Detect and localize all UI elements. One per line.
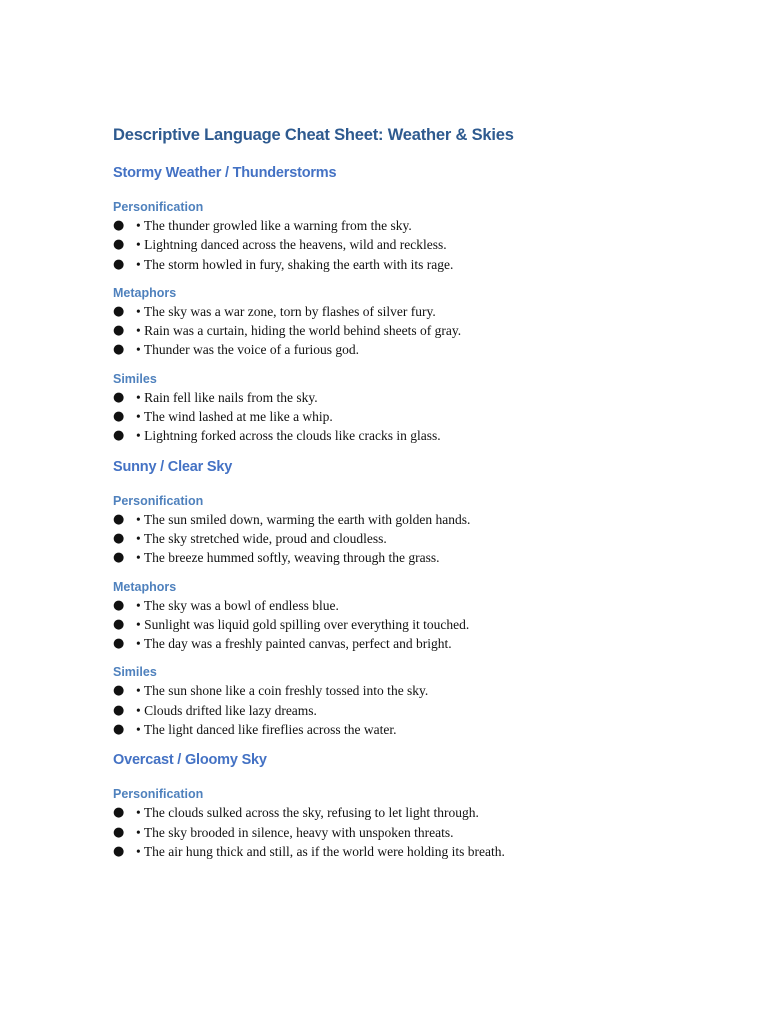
list-item-text: • The day was a freshly painted canvas, perfect and bright.: [136, 636, 452, 652]
group-label: Metaphors: [113, 579, 177, 594]
section-sunny: [113, 457, 708, 740]
list-item: [113, 803, 708, 822]
bullet-icon: ●: [113, 511, 125, 527]
group-label: Metaphors: [113, 285, 177, 300]
bullet-icon: ●: [113, 237, 125, 253]
group-label: Personification: [113, 787, 204, 802]
list-item: [113, 216, 708, 235]
list-item: [113, 529, 708, 548]
list-item-text: • Lightning danced across the heavens, wild and reckless.: [136, 237, 447, 253]
group-personification: [113, 786, 708, 861]
bullet-list: [113, 681, 708, 739]
bullet-icon: ●: [113, 702, 125, 718]
bullet-list: [113, 510, 708, 568]
bullet-list: [113, 302, 708, 360]
bullet-icon: ●: [113, 256, 125, 272]
section-stormy: [113, 163, 708, 446]
bullet-icon: ●: [113, 550, 125, 566]
list-item: [113, 596, 708, 615]
group-label: Similes: [113, 371, 157, 386]
list-item: [113, 634, 708, 653]
list-item-text: • The sky stretched wide, proud and cloudless.: [136, 530, 387, 546]
bullet-list: [113, 216, 708, 274]
list-item-text: • The clouds sulked across the sky, refusing to let light through.: [136, 805, 479, 821]
list-item: [113, 255, 708, 274]
list-item-text: • The light danced like fireflies across the water.: [136, 722, 397, 738]
list-item-text: • Rain was a curtain, hiding the world behind sheets of gray.: [136, 323, 462, 339]
list-item-text: • The sky was a bowl of endless blue.: [136, 597, 339, 613]
list-item: [113, 321, 708, 340]
bullet-icon: ●: [113, 409, 125, 425]
list-item-text: • Sunlight was liquid gold spilling over everything it touched.: [136, 616, 470, 632]
list-item-text: • The breeze hummed softly, weaving through the grass.: [136, 550, 440, 566]
section-heading: Stormy Weather / Thunderstorms: [113, 165, 337, 181]
section-heading: Sunny / Clear Sky: [113, 458, 233, 475]
group-metaphors: [113, 285, 708, 360]
bullet-icon: ●: [113, 323, 125, 339]
document-title: Descriptive Language Cheat Sheet: Weather & Skies: [113, 126, 514, 144]
list-item: [113, 842, 708, 861]
bullet-list: [113, 388, 708, 446]
list-item-text: • Lightning forked across the clouds like cracks in glass.: [136, 428, 441, 444]
list-item: [113, 615, 708, 634]
list-item-text: • The storm howled in fury, shaking the earth with its rage.: [136, 256, 454, 272]
bullet-list: [113, 596, 708, 654]
list-item-text: • The thunder growled like a warning from the sky.: [136, 218, 412, 233]
bullet-icon: ●: [113, 722, 125, 738]
bullet-icon: ●: [113, 342, 125, 358]
group-personification: [113, 199, 708, 274]
bullet-icon: ●: [113, 616, 125, 632]
list-item-text: • The sky was a war zone, torn by flashes of silver fury.: [136, 303, 436, 319]
list-item: [113, 407, 708, 426]
bullet-list: [113, 803, 708, 861]
list-item: [113, 701, 708, 720]
section-heading: Overcast / Gloomy Sky: [113, 752, 267, 769]
list-item: [113, 548, 708, 567]
list-item: [113, 426, 708, 445]
bullet-icon: ●: [113, 683, 125, 699]
group-personification: [113, 493, 708, 568]
list-item: [113, 388, 708, 407]
bullet-icon: ●: [113, 389, 125, 405]
group-metaphors: [113, 579, 708, 654]
bullet-icon: ●: [113, 824, 125, 840]
list-item-text: • The sky brooded in silence, heavy with unspoken threats.: [136, 824, 454, 840]
bullet-icon: ●: [113, 530, 125, 546]
bullet-icon: ●: [113, 597, 125, 613]
group-label: Personification: [113, 200, 204, 214]
list-item-text: • Thunder was the voice of a furious god.: [136, 342, 360, 358]
bullet-icon: ●: [113, 218, 125, 233]
list-item: [113, 235, 708, 254]
list-item-text: • The wind lashed at me like a whip.: [136, 409, 333, 425]
list-item: [113, 302, 708, 321]
list-item-text: • The sun smiled down, warming the earth with golden hands.: [136, 511, 471, 527]
group-similes: [113, 371, 708, 446]
list-item: [113, 340, 708, 359]
list-item-text: • Clouds drifted like lazy dreams.: [136, 702, 317, 718]
bullet-icon: ●: [113, 636, 125, 652]
section-overcast: [113, 750, 708, 861]
bullet-icon: ●: [113, 805, 125, 821]
list-item-text: • The sun shone like a coin freshly tossed into the sky.: [136, 683, 429, 699]
list-item-text: • The air hung thick and still, as if the world were holding its breath.: [136, 843, 505, 859]
bullet-icon: ●: [113, 843, 125, 859]
list-item: [113, 510, 708, 529]
bullet-icon: ●: [113, 428, 125, 444]
group-label: Personification: [113, 493, 204, 508]
list-item: [113, 681, 708, 700]
group-similes: [113, 664, 708, 739]
group-label: Similes: [113, 665, 157, 680]
list-item: [113, 823, 708, 842]
list-item-text: • Rain fell like nails from the sky.: [136, 389, 318, 405]
bullet-icon: ●: [113, 303, 125, 319]
list-item: [113, 720, 708, 739]
